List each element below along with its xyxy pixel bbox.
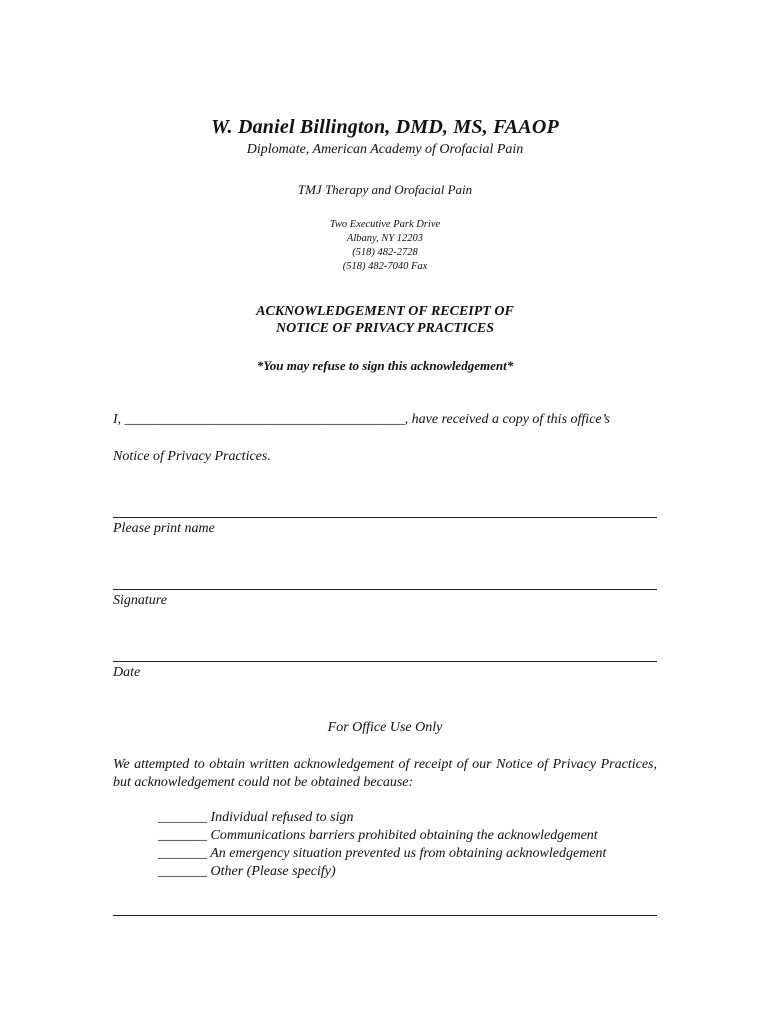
- print-name-line[interactable]: [113, 517, 657, 518]
- office-use-heading: For Office Use Only: [327, 720, 443, 735]
- doctor-name: W. Daniel Billington, DMD, MS, FAAOP: [211, 116, 559, 138]
- option-emergency[interactable]: _______ An emergency situation prevented us from obtaining acknowledgement: [158, 846, 607, 861]
- refuse-note: *You may refuse to sign this acknowledgement*: [256, 358, 514, 373]
- practice-specialty: TMJ Therapy and Orofacial Pain: [297, 182, 473, 197]
- acknowledgement-sentence: I, ________________________________________, have received a copy of this office’s: [113, 412, 610, 427]
- print-name-label: Please print name: [113, 521, 215, 536]
- office-use-paragraph: We attempted to obtain written acknowledgement of receipt of our Notice of Privacy Practices, but acknowledgement could not be obtained because:: [113, 757, 657, 790]
- date-label: Date: [113, 665, 141, 680]
- option-other[interactable]: _______ Other (Please specify): [158, 864, 336, 879]
- form-title-line1: ACKNOWLEDGEMENT OF RECEIPT OF: [256, 304, 514, 319]
- address-city: Albany, NY 12203: [346, 233, 424, 244]
- address-street: Two Executive Park Drive: [329, 219, 441, 230]
- fax-number: (518) 482-7040 Fax: [342, 261, 428, 272]
- option-communication-barriers[interactable]: _______ Communications barriers prohibited obtaining the acknowledgement: [158, 828, 598, 843]
- signature-label: Signature: [113, 593, 167, 608]
- form-title-line2: NOTICE OF PRIVACY PRACTICES: [276, 321, 494, 336]
- phone-number: (518) 482-2728: [352, 247, 418, 258]
- option-refused[interactable]: _______ Individual refused to sign: [158, 810, 354, 825]
- other-specify-line[interactable]: [113, 915, 657, 916]
- diplomate-credential: Diplomate, American Academy of Orofacial Pain: [246, 142, 524, 157]
- signature-line[interactable]: [113, 589, 657, 590]
- date-line[interactable]: [113, 661, 657, 662]
- acknowledgement-sentence-continued: Notice of Privacy Practices.: [113, 449, 271, 464]
